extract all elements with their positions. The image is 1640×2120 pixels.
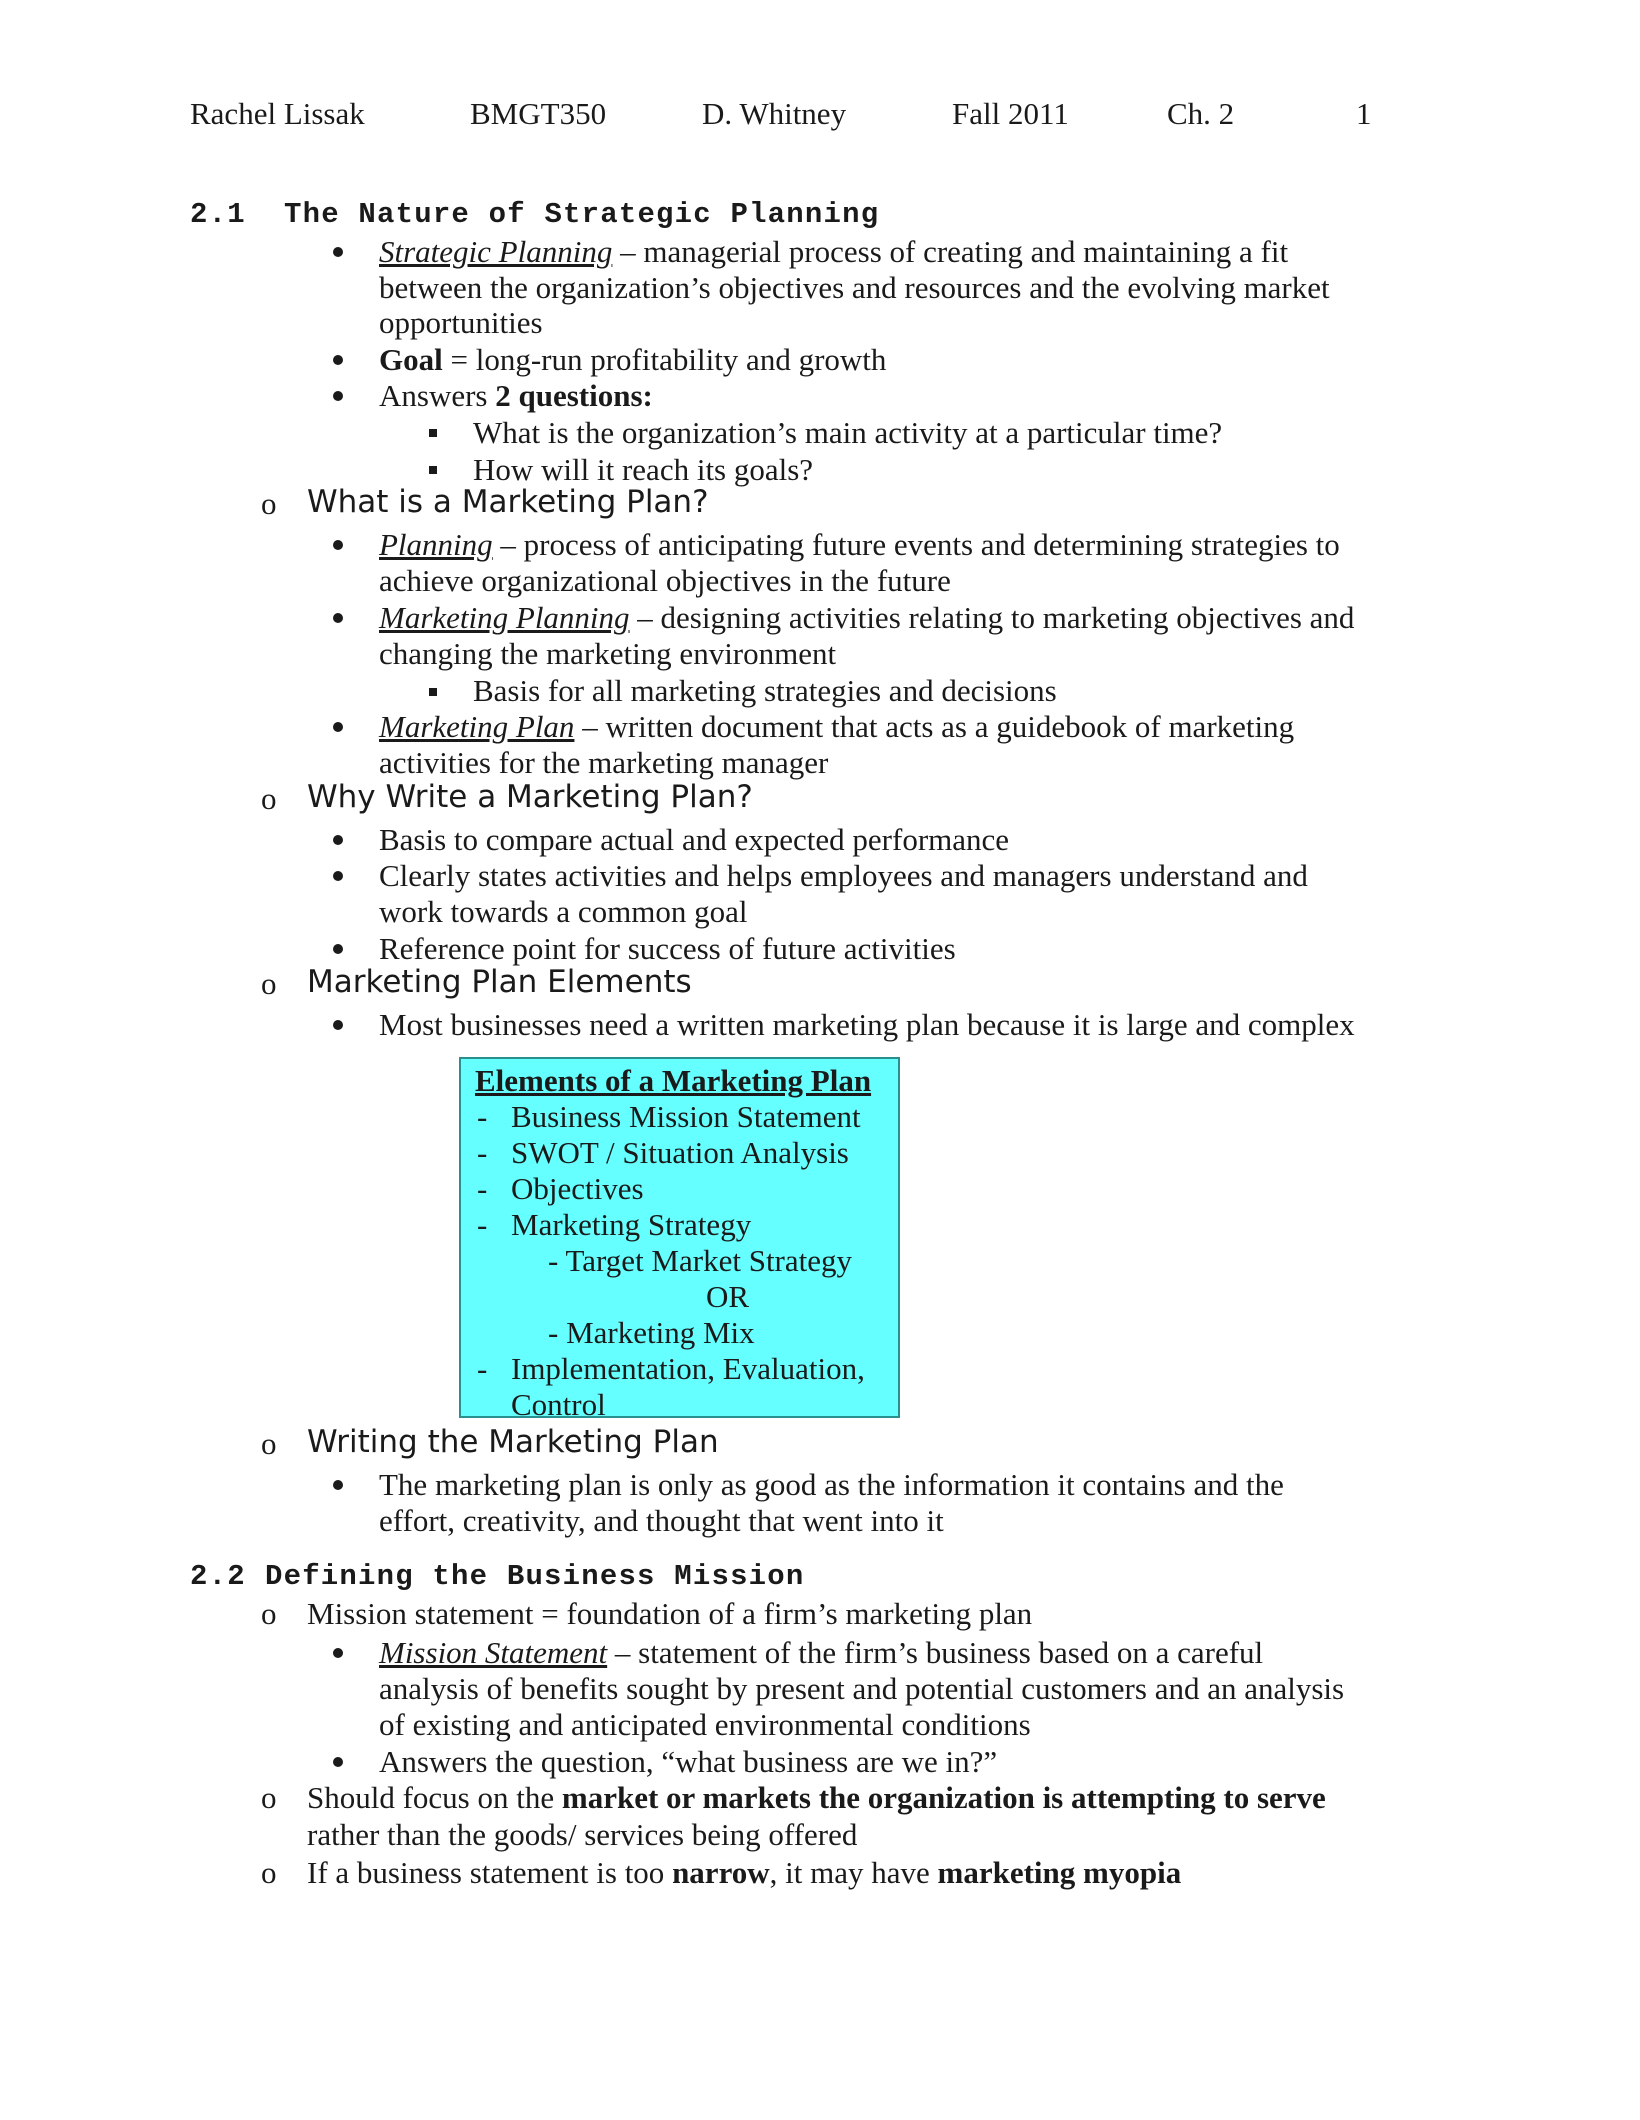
bold-term: Goal [379,342,443,377]
section-title: The Nature of Strategic Planning [284,198,880,231]
text-line: achieve organizational objectives in the future [379,563,951,598]
box-or-label: OR [706,1279,750,1314]
text-line: Mission statement = foundation of a firm’s marketing plan [307,1596,1033,1631]
square-bullet-icon [429,429,437,437]
text-line: analysis of benefits sought by present and potential customers and an analysis [379,1671,1345,1706]
header-author: Rachel Lissak [190,96,365,131]
bullet-icon [333,1020,343,1030]
definition-text: – written document that acts as a guidebook of marketing [574,709,1295,744]
bold-phrase: market or markets the organization is attempting to serve [561,1780,1326,1815]
box-item: Business Mission Statement [511,1099,861,1134]
text-span: Should focus on the [307,1780,562,1815]
text-line: Basis to compare actual and expected performance [379,822,1010,857]
box-title: Elements of a Marketing Plan [475,1063,872,1098]
bullet-icon [333,355,343,365]
dash-marker: - [477,1207,488,1242]
text-line: effort, creativity, and thought that went into it [379,1503,944,1538]
bold-term: 2 questions: [495,378,653,413]
subheading: Marketing Plan Elements [307,964,692,1000]
header-course: BMGT350 [470,96,607,131]
text-line [307,1855,1181,1891]
term-mission-statement: Mission Statement [379,1635,608,1670]
circle-bullet-icon: o [261,1426,277,1461]
term-marketing-plan: Marketing Plan [379,709,575,744]
bullet-icon [333,391,343,401]
text-line [379,1635,1263,1671]
bullet-icon [333,944,343,954]
text-line: activities for the marketing manager [379,745,829,780]
text-span: If a business statement is too [307,1855,673,1890]
text-line [379,234,1288,270]
bullet-icon [333,540,343,550]
text-span: , it may have [769,1855,938,1890]
text-line: Clearly states activities and helps employees and managers understand and [379,858,1308,893]
square-bullet-icon [429,466,437,474]
section-title: Defining the Business Mission [265,1560,805,1593]
subheading: What is a Marketing Plan? [307,484,709,520]
square-bullet-icon [429,688,437,696]
box-item: SWOT / Situation Analysis [511,1135,849,1170]
bullet-icon [333,1480,343,1490]
dash-marker: - [477,1135,488,1170]
elements-box [459,1057,900,1422]
bullet-icon [333,722,343,732]
section-number: 2.1 [190,198,246,231]
circle-bullet-icon: o [261,1780,277,1815]
box-subitem: - Marketing Mix [548,1315,755,1350]
box-subitem: - Target Market Strategy [548,1243,853,1278]
text-line [379,709,1294,745]
text-line [379,378,653,414]
bold-phrase: narrow [672,1855,770,1890]
box-item: Control [511,1387,606,1422]
text-line [379,342,886,378]
bullet-icon [333,871,343,881]
text-line: What is the organization’s main activity at a particular time? [473,415,1223,450]
text-span: = long-run profitability and growth [442,342,887,377]
circle-bullet-icon: o [261,781,277,816]
bold-phrase: marketing myopia [937,1855,1182,1890]
section-number: 2.2 [190,1560,246,1593]
circle-bullet-icon: o [261,1596,277,1631]
header-instructor: D. Whitney [702,96,847,131]
bullet-icon [333,247,343,257]
term-marketing-planning: Marketing Planning [379,600,630,635]
header-page-number: 1 [1356,96,1372,131]
text-line: of existing and anticipated environmental conditions [379,1707,1031,1742]
term-planning: Planning [379,527,493,562]
text-line: How will it reach its goals? [473,452,814,487]
text-line: opportunities [379,305,543,340]
bullet-icon [333,613,343,623]
text-line: rather than the goods/ services being offered [307,1817,858,1852]
text-span: Answers [379,378,496,413]
text-line [379,600,1354,636]
box-item: Objectives [511,1171,644,1206]
circle-bullet-icon: o [261,1855,277,1890]
definition-text: – process of anticipating future events and determining strategies to [492,527,1340,562]
definition-text: – statement of the firm’s business based on a careful [607,1635,1264,1670]
definition-text: – managerial process of creating and maintaining a fit [612,234,1289,269]
subheading: Why Write a Marketing Plan? [307,779,753,815]
bullet-icon [333,1648,343,1658]
header-chapter: Ch. 2 [1167,96,1235,131]
bullet-icon [333,1757,343,1767]
text-line: Answers the question, “what business are we in?” [379,1744,998,1779]
box-item: Marketing Strategy [511,1207,752,1242]
text-line: Reference point for success of future activities [379,931,956,966]
box-item: Implementation, Evaluation, [511,1351,865,1386]
text-line: Most businesses need a written marketing plan because it is large and complex [379,1007,1355,1042]
text-line [379,527,1340,563]
text-line: between the organization’s objectives and resources and the evolving market [379,270,1330,305]
text-line: work towards a common goal [379,894,748,929]
bullet-icon [333,835,343,845]
definition-text: – designing activities relating to marketing objectives and [629,600,1355,635]
dash-marker: - [477,1099,488,1134]
header-term: Fall 2011 [952,96,1069,131]
term-strategic-planning: Strategic Planning [379,234,613,269]
text-line: Basis for all marketing strategies and decisions [473,673,1057,708]
text-line [307,1780,1326,1816]
text-line: changing the marketing environment [379,636,837,671]
text-line: The marketing plan is only as good as the information it contains and the [379,1467,1284,1502]
dash-marker: - [477,1171,488,1206]
circle-bullet-icon: o [261,486,277,521]
circle-bullet-icon: o [261,966,277,1001]
subheading: Writing the Marketing Plan [307,1424,719,1460]
dash-marker: - [477,1351,488,1386]
